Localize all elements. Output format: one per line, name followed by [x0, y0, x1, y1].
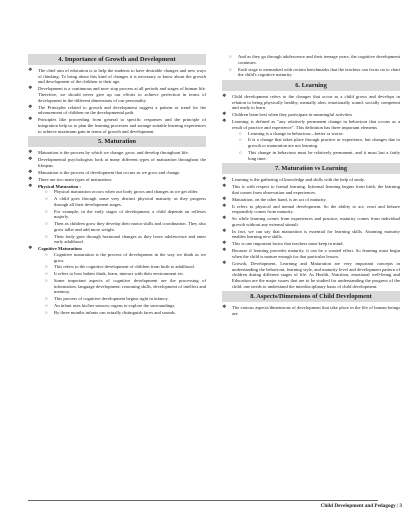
sub-list-item: ○ This refers to the cognitive development of children from birth to adulthood. [45, 264, 195, 270]
diamond-bullet-icon: ❖ [28, 104, 33, 110]
list-item: ❖ Maturation, on the other hand, is an act of maturity. [222, 196, 327, 202]
diamond-bullet-icon: ❖ [222, 196, 227, 202]
section-7-list [222, 177, 400, 289]
list-item: ❖ Learning is the gathering of knowledge and skills with the help of study. [222, 177, 366, 183]
list-item: ❖ The various aspects/dimensions of development that take place in the life of human beings are [222, 305, 400, 317]
diamond-bullet-icon: ❖ [222, 119, 227, 125]
list-item: ❖ This is with respect to formal learning. Informal learning begins from birth, the learning that comes from observation and experiences. [222, 184, 400, 195]
diamond-bullet-icon: ❖ [28, 150, 33, 156]
circle-bullet-icon: ○ [239, 137, 242, 143]
list-item: ❖ It refers to physical and mental development. So the ability to act, react and behave responsibly comes from maturity. [222, 203, 400, 215]
sub-list-item: ○ For example, in the early stages of development, a child depends on reflexes majorly. [45, 208, 206, 220]
list-item-cognitive [28, 246, 206, 315]
diamond-bullet-icon: ❖ [222, 305, 227, 311]
diamond-bullet-icon: ❖ [222, 228, 227, 234]
list-item: ❖ Developmental psychologists look at many different types of maturation throughout the lifespan. [28, 157, 206, 168]
diamond-bullet-icon: ❖ [28, 117, 33, 123]
cognitive-sublist [38, 252, 206, 316]
sub-list-item: ○ A child goes through some very distinct physical maturity as they progress through all their development stages. [45, 196, 206, 207]
circle-bullet-icon: ○ [45, 296, 48, 302]
circle-bullet-icon: ○ [45, 189, 48, 195]
physical-sublist [38, 189, 206, 245]
list-item: ❖ The Principles related to growth and development suggest a pattern or trend for the advancement of children on the developmental path. [28, 104, 206, 116]
sub-list-item: ○ Each stage is earmarked with certain benchmarks that the teachers can focus on to chart the child's cognitive maturity. [229, 66, 400, 78]
circle-bullet-icon: ○ [45, 271, 48, 277]
circle-bullet-icon: ○ [45, 251, 48, 257]
sub-list-item: ○ Learning is a change in behaviour—better or worse. [239, 130, 344, 136]
sub-list-item: ○ Physical maturation occurs when our body grows and changes as we get older. [45, 189, 199, 195]
right-column [222, 54, 400, 318]
list-item: ❖ Learning is defined as "any relatively permanent change in behaviour that occurs as a result of practice and experience". This definition has three important elements ○ Learning is a change in behaviour—better or worse. ○ It is a change that takes place through practice or experience, but changes due to growth or maturation are not learning. ○ This change in behaviour must be relatively permanent, and it must last a fairly long time. [222, 119, 400, 161]
sub-list-item: ○ By three months infants can actually distinguish faces and sounds. [45, 309, 176, 315]
list-item: ❖ Child development refers to the changes that occur as a child grows and develops in relation to being physically healthy, mentally alert, emotionally sound, socially competent and ready to learn. [222, 93, 400, 111]
diamond-bullet-icon: ❖ [28, 176, 33, 182]
circle-bullet-icon: ○ [229, 66, 232, 72]
cognitive-maturation-label: Cognitive Maturation: [38, 246, 83, 252]
list-item: ❖ Development is a continuous and non- stop process at all periods and stages of human life. Therefore, we should never give up our efforts to achieve perfection in terms of development in the different dimensions of our personality. [28, 86, 206, 103]
diamond-bullet-icon: ❖ [222, 112, 227, 118]
section-4-heading: 4. Importance of Growth and Development [28, 54, 206, 65]
diamond-bullet-icon: ❖ [222, 216, 227, 222]
list-item: ❖ Growth, Development, Learning and Maturation are very important concepts in understanding the behaviour, learning style, and maturity level and development pattern of children during different stages of life. As Health, Nutrition, emotional well-being and Education are the major issues that are to be studied for understanding the progress of the child, one needs to understand the interdisciplinary basis of child development. [222, 260, 400, 289]
sub-list-item: ○ This change in behaviour must be relatively permanent, and it must last a fairly long time. [239, 149, 400, 161]
diamond-bullet-icon: ❖ [222, 260, 227, 266]
sub-list-item: ○ It refers to how babies think, learn, interact with their environment etc. [45, 271, 185, 277]
section-6-heading: 6. Learning [222, 80, 400, 91]
sub-list-item: ○ An infant uses his/her sensory organs to explore the surroundings. [45, 302, 176, 308]
circle-bullet-icon: ○ [239, 149, 242, 155]
diamond-bullet-icon: ❖ [222, 248, 227, 254]
diamond-bullet-icon: ❖ [28, 183, 33, 189]
list-item: ❖ In fact, we can say that maturation is essential for learning skills. Attaining maturity enables learning new skills. [222, 228, 400, 240]
sub-list-item: ○ Cognitive maturation is the process of development in the way we think as we grow. [45, 251, 206, 263]
diamond-bullet-icon: ❖ [28, 246, 33, 252]
circle-bullet-icon: ○ [45, 196, 48, 202]
diamond-bullet-icon: ❖ [28, 86, 33, 92]
sub-list-item: ○ And as they go through adolescence and their teenage years, the cognitive development continues. [229, 54, 400, 65]
footer-separator: | [397, 503, 399, 509]
circle-bullet-icon: ○ [45, 233, 48, 239]
list-item: ❖ There are two main types of maturation: [28, 176, 112, 182]
section-8-heading: 8. Aspects/Dimensions of Child Development [222, 291, 400, 302]
page-footer [321, 503, 402, 509]
list-item: ❖ Children learn best when they participate in meaningful activities [222, 112, 353, 118]
diamond-bullet-icon: ❖ [222, 184, 227, 190]
diamond-bullet-icon: ❖ [222, 93, 227, 99]
list-item: ❖ Principles like proceeding from general to specific responses and the principle of integration help us to plan the learning processes and arrange suitable learning experiences to achieve maximum gain in terms of growth and development. [28, 117, 206, 134]
list-item-physical [28, 184, 206, 245]
section-7-heading: 7. Maturation vs Learning [222, 163, 400, 174]
circle-bullet-icon: ○ [45, 302, 48, 308]
sub-list-item: ○ This process of cognitive development begins right in infancy. [45, 296, 169, 302]
sub-list-item: ○ Some important aspects of cognitive development are the processing of information, language development, reasoning skills, development of intellect and memory. [45, 277, 206, 295]
left-column [28, 52, 206, 317]
footer-divider [28, 500, 378, 501]
diamond-bullet-icon: ❖ [28, 169, 33, 175]
list-item: ❖ The chief aim of education is to help the students to have desirable changes and new ways of thinking. To bring about this kind of changes it is necessary to know about the growth and development of the children to their age. [28, 68, 206, 85]
section-8-list [222, 305, 400, 316]
diamond-bullet-icon: ❖ [222, 203, 227, 209]
list-item: ❖ So while learning comes from experiences and practice, maturity comes from individual growth without any external stimuli. [222, 216, 400, 227]
footer-title: Child Development and Pedagogy [320, 503, 396, 509]
circle-bullet-icon: ○ [45, 208, 48, 214]
section-5-heading: 5. Maturation [28, 136, 206, 147]
physical-maturation-label: Physical Maturation : [38, 183, 81, 189]
page-number: 3 [399, 503, 402, 509]
circle-bullet-icon: ○ [45, 277, 48, 283]
circle-bullet-icon: ○ [45, 264, 48, 270]
continued-sublist [222, 54, 400, 78]
diamond-bullet-icon: ❖ [222, 241, 227, 247]
list-item: ❖ Because if learning precedes maturity, it can be a wasted effort. So learning must begin when the child is mature enough for that particular lesson. [222, 248, 400, 259]
circle-bullet-icon: ○ [45, 309, 48, 315]
sub-list-item: ○ Their body goes through hormonal changes as they leave adolescence and enter early adulthood. [45, 233, 206, 245]
list-item: ❖ This is one important factor that teachers must keep in mind. [222, 241, 344, 247]
circle-bullet-icon: ○ [239, 130, 242, 136]
diamond-bullet-icon: ❖ [28, 68, 33, 73]
section-4-list [28, 68, 206, 134]
sub-list-item: ○ It is a change that takes place through practice or experience, but changes due to growth or maturation are not learning. [239, 137, 400, 148]
learning-elements-sublist [232, 131, 400, 162]
sub-list-item: ○ Then as children grow they develop their motor skills and coordination. They also grow taller and add more weight. [45, 221, 206, 232]
list-item: ❖ Maturation is the process of development that occurs as we grow and change. [28, 169, 181, 175]
circle-bullet-icon: ○ [229, 54, 232, 59]
circle-bullet-icon: ○ [45, 221, 48, 227]
section-6-list [222, 94, 400, 161]
section-5-list [28, 150, 206, 315]
diamond-bullet-icon: ❖ [28, 157, 33, 163]
list-item: ❖ Maturation is the process by which we change, grow, and develop throughout life. [28, 150, 189, 156]
diamond-bullet-icon: ❖ [222, 177, 227, 183]
